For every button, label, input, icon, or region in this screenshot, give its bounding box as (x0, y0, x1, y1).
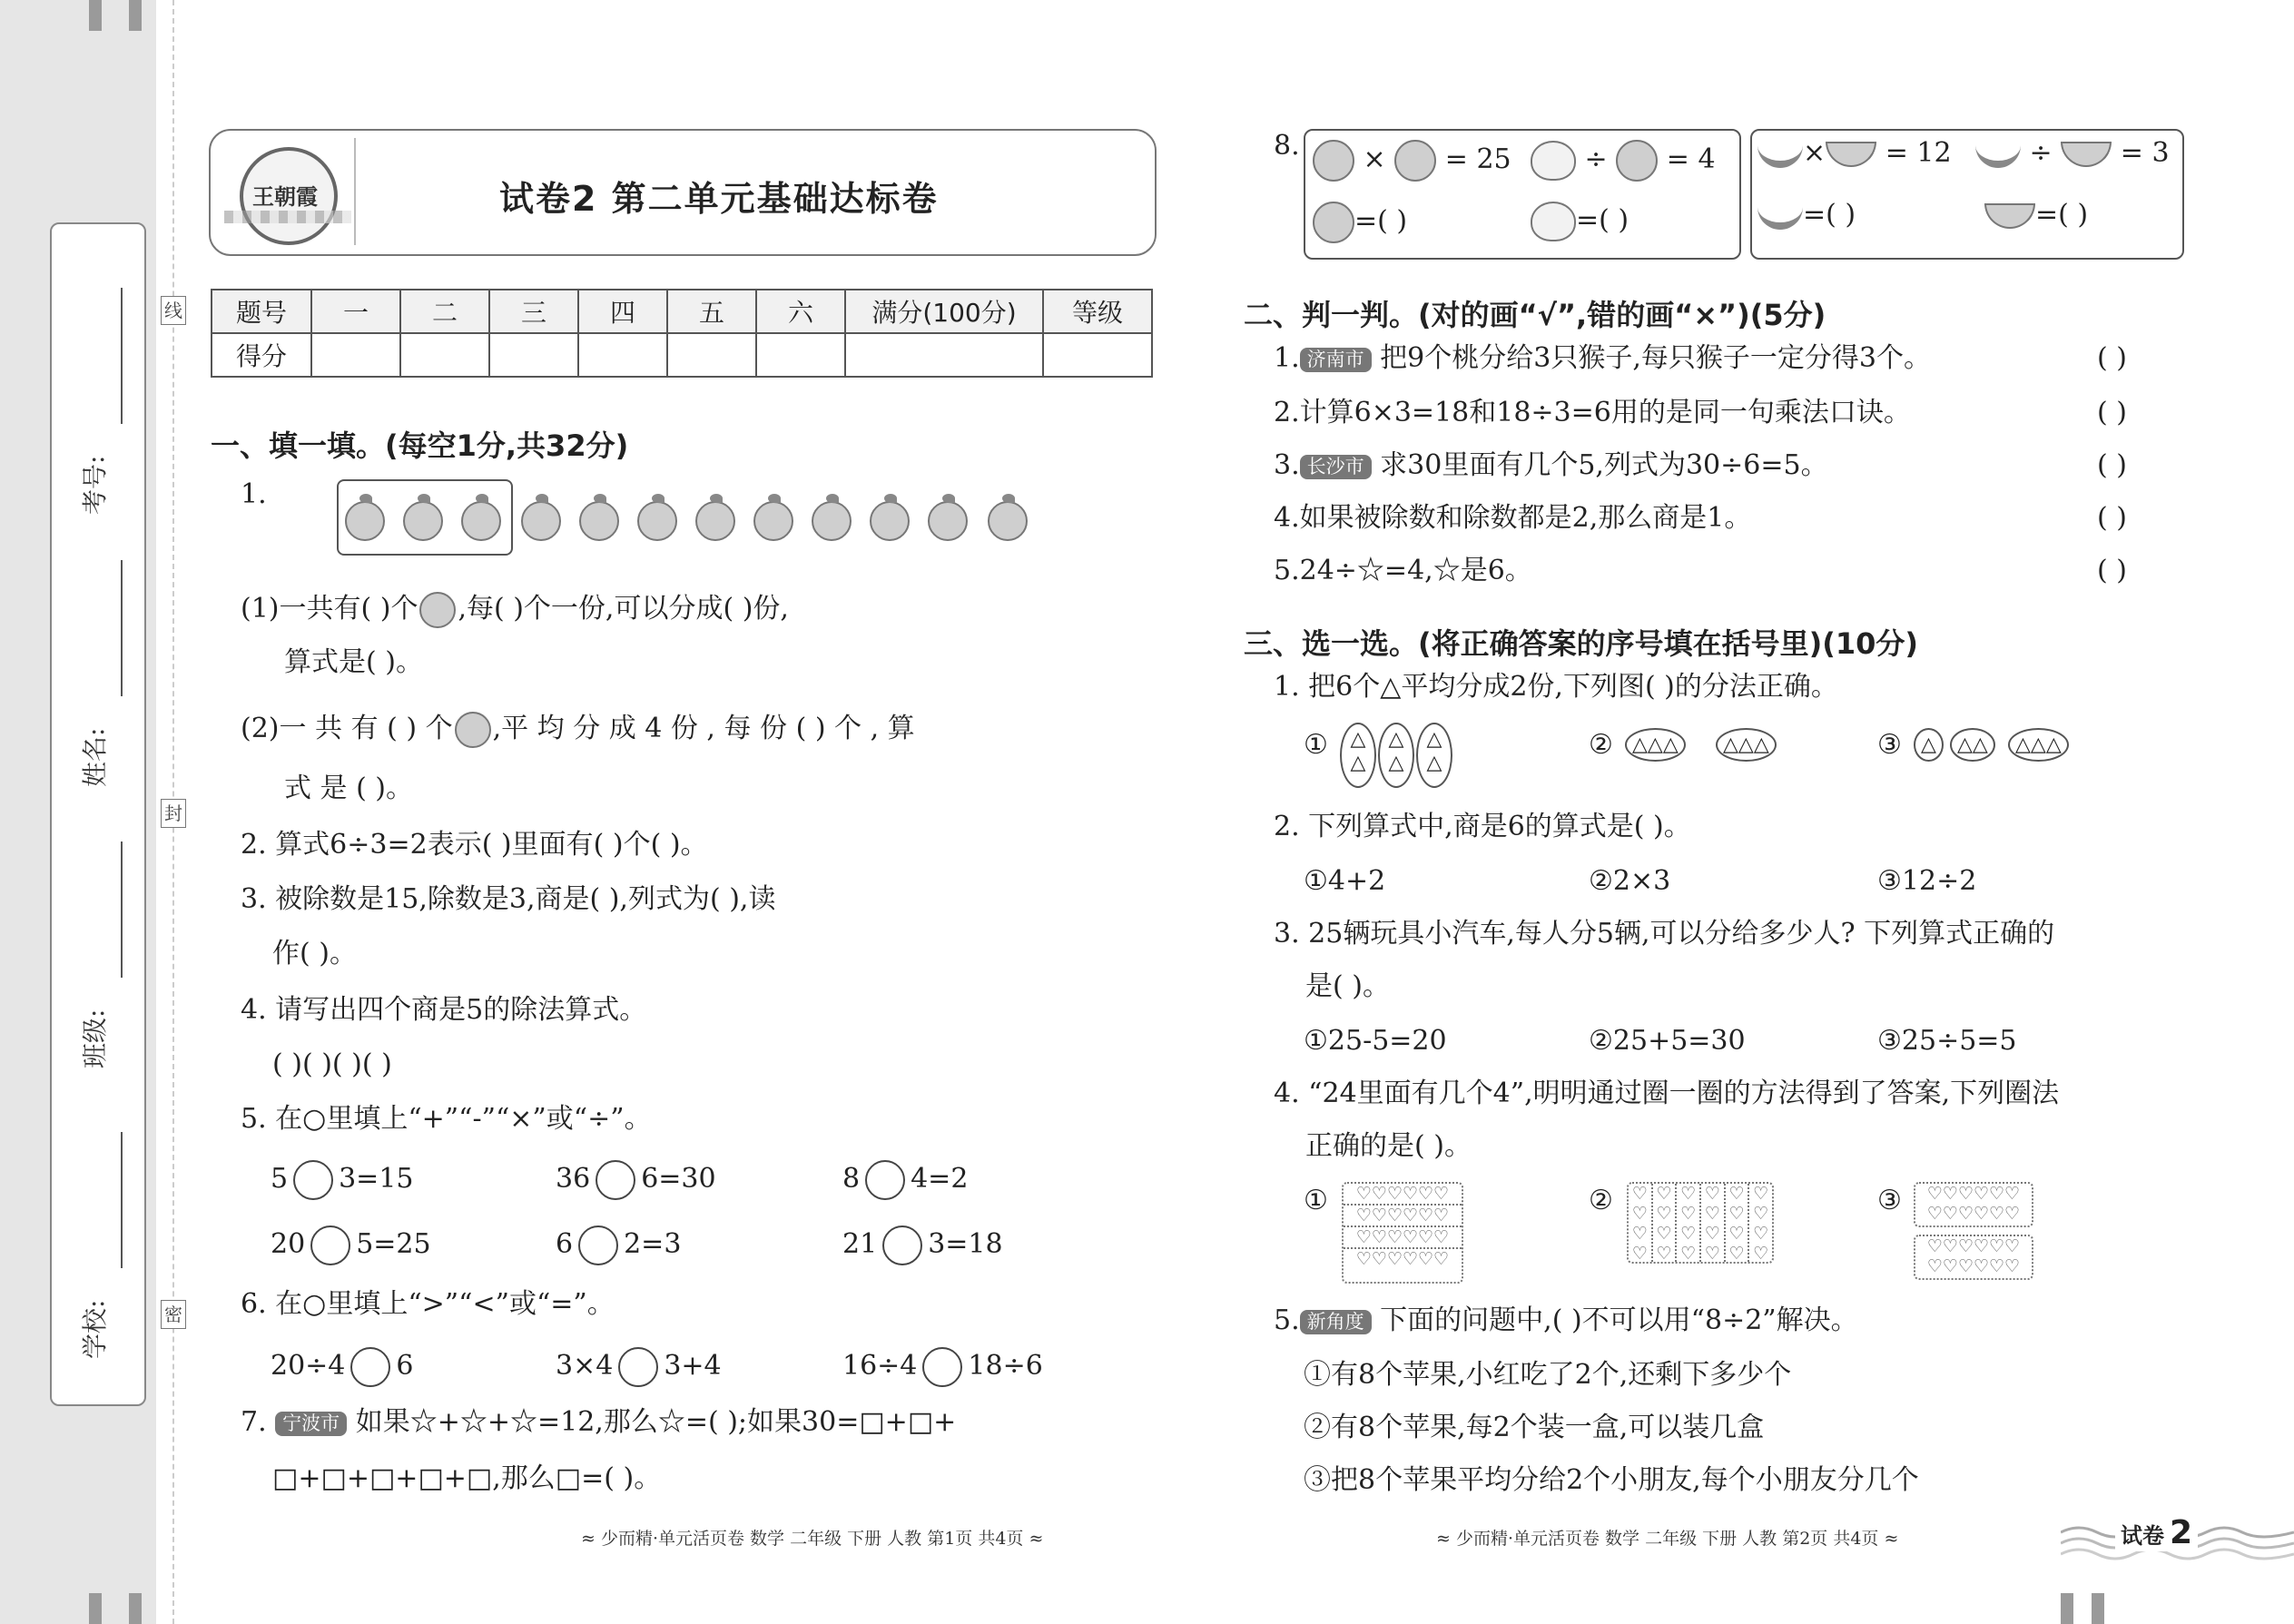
seal-char: 线 (161, 296, 186, 325)
equation: × = 12 (1757, 140, 1952, 168)
logo: 王朝霞 (220, 138, 356, 245)
question-text: 是( )。 (1305, 970, 1390, 1002)
answer-circle[interactable] (865, 1160, 905, 1200)
apple-icon (1616, 140, 1658, 182)
triangle-group: △ △ (1378, 723, 1414, 788)
fill-item: 36 6=30 (556, 1160, 716, 1200)
equation: × = 25 (1313, 140, 1511, 182)
corner-mark (89, 0, 102, 31)
option-label[interactable]: ③ (1877, 1185, 1902, 1216)
question-text: (2)一 共 有 ( ) 个 ,平 均 分 成 4 份 , 每 份 ( ) 个 , 算 (241, 712, 915, 748)
option[interactable]: ①25-5=20 (1304, 1025, 1447, 1057)
student-info-box (50, 222, 146, 1406)
option-label[interactable]: ② (1589, 1185, 1613, 1216)
score-cell[interactable] (667, 333, 756, 377)
page-footer: ≈ 少而精·单元活页卷 数学 二年级 下册 人教 第1页 共4页 ≈ (581, 1529, 1044, 1549)
answer-circle[interactable] (310, 1225, 350, 1265)
answer-paren[interactable]: ( ) (2097, 342, 2127, 374)
score-cell[interactable] (311, 333, 400, 377)
orange-icon (345, 501, 385, 541)
answer-paren[interactable]: ( ) (2097, 397, 2127, 428)
option[interactable]: ②2×3 (1589, 865, 1671, 897)
corner-mark (89, 1593, 102, 1624)
triangle-group: △△△ (2008, 728, 2069, 762)
question-text: 3. 25辆玩具小汽车,每人分5辆,可以分给多少人? 下列算式正确的 (1274, 918, 2055, 950)
question-text: 3. 被除数是15,除数是3,商是( ),列式为( ),读 (241, 883, 776, 915)
class-label: 班级: (80, 1009, 110, 1068)
question-text: 1. 把6个△平均分成2份,下列图( )的分法正确。 (1274, 671, 1838, 703)
score-cell[interactable] (489, 333, 578, 377)
answer-circle[interactable] (882, 1225, 922, 1265)
orange-icon (637, 501, 677, 541)
table-cell: 五 (667, 290, 756, 333)
region-badge: 宁波市 (275, 1412, 347, 1436)
option[interactable]: ①有8个苹果,小红吃了2个,还剩下多少个 (1304, 1359, 1792, 1391)
option[interactable]: ③25÷5=5 (1877, 1025, 2017, 1057)
answer-circle[interactable] (596, 1160, 635, 1200)
equation: ÷ = 4 (1531, 140, 1716, 182)
peach-icon (1531, 141, 1576, 181)
option[interactable]: ①4+2 (1304, 865, 1386, 897)
question-text: 算式是( )。 (284, 646, 423, 678)
hearts-grid: ♡ ♡ ♡ ♡ ♡ ♡ ♡ ♡ ♡ ♡ ♡ ♡ ♡ ♡ ♡ ♡ ♡ ♡ ♡ ♡ ♡ ♡ ♡ ♡ (1627, 1182, 1774, 1264)
question-text: (1)一共有( )个 ,每( )个一份,可以分成( )份, (241, 592, 789, 628)
question-text: 4. 请写出四个商是5的除法算式。 (241, 994, 647, 1026)
seal-char: 封 (161, 799, 186, 828)
question-text: □+□+□+□+□,那么□=( )。 (272, 1462, 662, 1494)
question-text: 式 是 ( )。 (284, 773, 414, 804)
option[interactable]: ③12÷2 (1877, 865, 1977, 897)
seal-char: 密 (161, 1300, 186, 1329)
option-label[interactable]: ① (1304, 1185, 1328, 1216)
table-cell: 四 (578, 290, 667, 333)
equation: =( ) (1984, 202, 2088, 229)
school-label: 学校: (80, 1299, 110, 1359)
triangle-group: △ (1914, 728, 1944, 762)
fill-item: 6 2=3 (556, 1225, 681, 1265)
score-cell[interactable] (400, 333, 489, 377)
table-cell: 二 (400, 290, 489, 333)
watermelon-icon (2061, 142, 2112, 167)
question-text: 7. 宁波市 如果☆+☆+☆=12,那么☆=( );如果30=□+□+ (241, 1406, 957, 1438)
answer-circle[interactable] (922, 1347, 962, 1387)
page-footer: ≈ 少而精·单元活页卷 数学 二年级 下册 人教 第2页 共4页 ≈ (1436, 1529, 1899, 1549)
fill-item: 3×4 3+4 (556, 1347, 722, 1387)
option-label[interactable]: ② (1589, 729, 1613, 761)
option-label[interactable]: ③ (1877, 729, 1902, 761)
question-number: 1. (241, 478, 267, 510)
corner-mark (2061, 1593, 2073, 1624)
orange-icon (988, 501, 1028, 541)
question-text: 5. 在○里填上“+”“-”“×”或“÷”。 (241, 1103, 652, 1135)
watermelon-icon (1826, 142, 1876, 167)
orange-icon (455, 712, 491, 748)
corner-mark (129, 0, 142, 31)
apple-icon (1394, 140, 1436, 182)
option[interactable]: ②有8个苹果,每2个装一盒,可以装几盒 (1304, 1412, 1765, 1443)
question-text: 6. 在○里填上“>”“<”或“=”。 (241, 1288, 615, 1320)
orange-icon (870, 501, 910, 541)
peach-icon (1531, 202, 1576, 241)
table-cell: 等级 (1043, 290, 1152, 333)
fill-item: 20 5=25 (271, 1225, 431, 1265)
answer-circle[interactable] (578, 1225, 618, 1265)
exam-number-label: 考号: (80, 455, 110, 515)
banana-icon (1757, 141, 1803, 168)
score-cell[interactable] (756, 333, 845, 377)
table-cell: 题号 (212, 290, 311, 333)
banana-icon (1757, 202, 1803, 230)
watermelon-icon (1984, 203, 2035, 229)
apple-icon (1313, 202, 1354, 243)
triangle-group: △△△ (1625, 728, 1686, 762)
judge-item: 4.如果被除数和除数都是2,那么商是1。 (1274, 502, 1752, 534)
question-text: 正确的是( )。 (1305, 1130, 1472, 1162)
table-cell: 一 (311, 290, 400, 333)
orange-icon (695, 501, 735, 541)
section-2-title: 二、判一判。(对的画“√”,错的画“×”)(5分) (1244, 298, 1826, 332)
orange-icon (812, 501, 852, 541)
judge-item: 3. 长沙市 求30里面有几个5,列式为30÷6=5。 (1274, 449, 1828, 481)
option[interactable]: ③把8个苹果平均分给2个小朋友,每个小朋友分几个 (1304, 1464, 1919, 1496)
orange-icon (753, 501, 793, 541)
triangle-group: △ △ (1340, 723, 1376, 788)
name-label: 姓名: (80, 727, 110, 787)
orange-icon (461, 501, 501, 541)
answer-blanks: ( )( )( )( ) (272, 1048, 392, 1080)
question-text: 作( )。 (272, 938, 357, 969)
judge-item: 2.计算6×3=18和18÷3=6用的是同一句乘法口诀。 (1274, 397, 1911, 428)
triangle-group: △ △ (1416, 723, 1452, 788)
hearts-grid: ♡♡♡♡♡♡ ♡♡♡♡♡♡ (1914, 1182, 2033, 1227)
question-number: 8. (1274, 130, 1300, 162)
orange-icon (521, 501, 561, 541)
table-cell: 满分(100分) (845, 290, 1043, 333)
fill-item: 5 3=15 (271, 1160, 414, 1200)
fill-item: 21 3=18 (842, 1225, 1003, 1265)
score-cell[interactable] (1043, 333, 1152, 377)
score-cell[interactable] (845, 333, 1043, 377)
triangle-group: △△△ (1716, 728, 1777, 762)
answer-paren[interactable]: ( ) (2097, 555, 2127, 586)
fill-item: 16÷4 18÷6 (842, 1347, 1043, 1387)
question-text: 2. 下列算式中,商是6的算式是( )。 (1274, 811, 1691, 842)
equation: ÷ = 3 (1975, 140, 2170, 168)
table-cell: 六 (756, 290, 845, 333)
option[interactable]: ②25+5=30 (1589, 1025, 1746, 1057)
corner-mark (2092, 1593, 2104, 1624)
answer-paren[interactable]: ( ) (2097, 449, 2127, 481)
answer-paren[interactable]: ( ) (2097, 502, 2127, 534)
hearts-grid: ♡♡♡♡♡♡ ♡♡♡♡♡♡ ♡♡♡♡♡♡ ♡♡♡♡♡♡ (1342, 1182, 1463, 1284)
new-angle-badge: 新角度 (1300, 1310, 1372, 1334)
orange-icon (419, 592, 456, 628)
question-text: 2. 算式6÷3=2表示( )里面有( )个( )。 (241, 829, 708, 861)
table-cell: 三 (489, 290, 578, 333)
score-table (211, 289, 1153, 378)
orange-icon (579, 501, 619, 541)
question-text: 4. “24里面有几个4”,明明通过圈一圈的方法得到了答案,下列圈法 (1274, 1078, 2060, 1109)
question-text: 5. 新角度 下面的问题中,( )不可以用“8÷2”解决。 (1274, 1304, 1858, 1336)
page-title: 试卷2 第二单元基础达标卷 (499, 179, 939, 219)
region-badge: 长沙市 (1300, 455, 1372, 479)
judge-item: 1. 济南市 把9个桃分给3只猴子,每只猴子一定分得3个。 (1274, 342, 1931, 374)
equation: =( ) (1757, 202, 1856, 230)
banana-icon (1975, 141, 2021, 168)
answer-circle[interactable] (350, 1347, 390, 1387)
orange-icon (928, 501, 968, 541)
section-3-title: 三、选一选。(将正确答案的序号填在括号里)(10分) (1244, 626, 1919, 661)
triangle-group: △△ (1950, 728, 1995, 762)
fill-item: 20÷4 6 (271, 1347, 414, 1387)
apple-icon (1313, 140, 1354, 182)
score-cell[interactable] (578, 333, 667, 377)
equation: =( ) (1313, 202, 1407, 243)
orange-icon (403, 501, 443, 541)
section-1-title: 一、填一填。(每空1分,共32分) (211, 428, 629, 463)
corner-mark (129, 1593, 142, 1624)
fill-item: 8 4=2 (842, 1160, 968, 1200)
judge-item: 5.24÷☆=4,☆是6。 (1274, 555, 1532, 586)
answer-circle[interactable] (293, 1160, 333, 1200)
page-badge: 试卷 2 (2115, 1514, 2198, 1551)
hearts-grid: ♡♡♡♡♡♡ ♡♡♡♡♡♡ (1914, 1235, 2033, 1280)
table-cell: 得分 (212, 333, 311, 377)
answer-circle[interactable] (618, 1347, 658, 1387)
region-badge: 济南市 (1300, 348, 1372, 372)
option-label[interactable]: ① (1304, 729, 1328, 761)
equation: =( ) (1531, 202, 1629, 241)
